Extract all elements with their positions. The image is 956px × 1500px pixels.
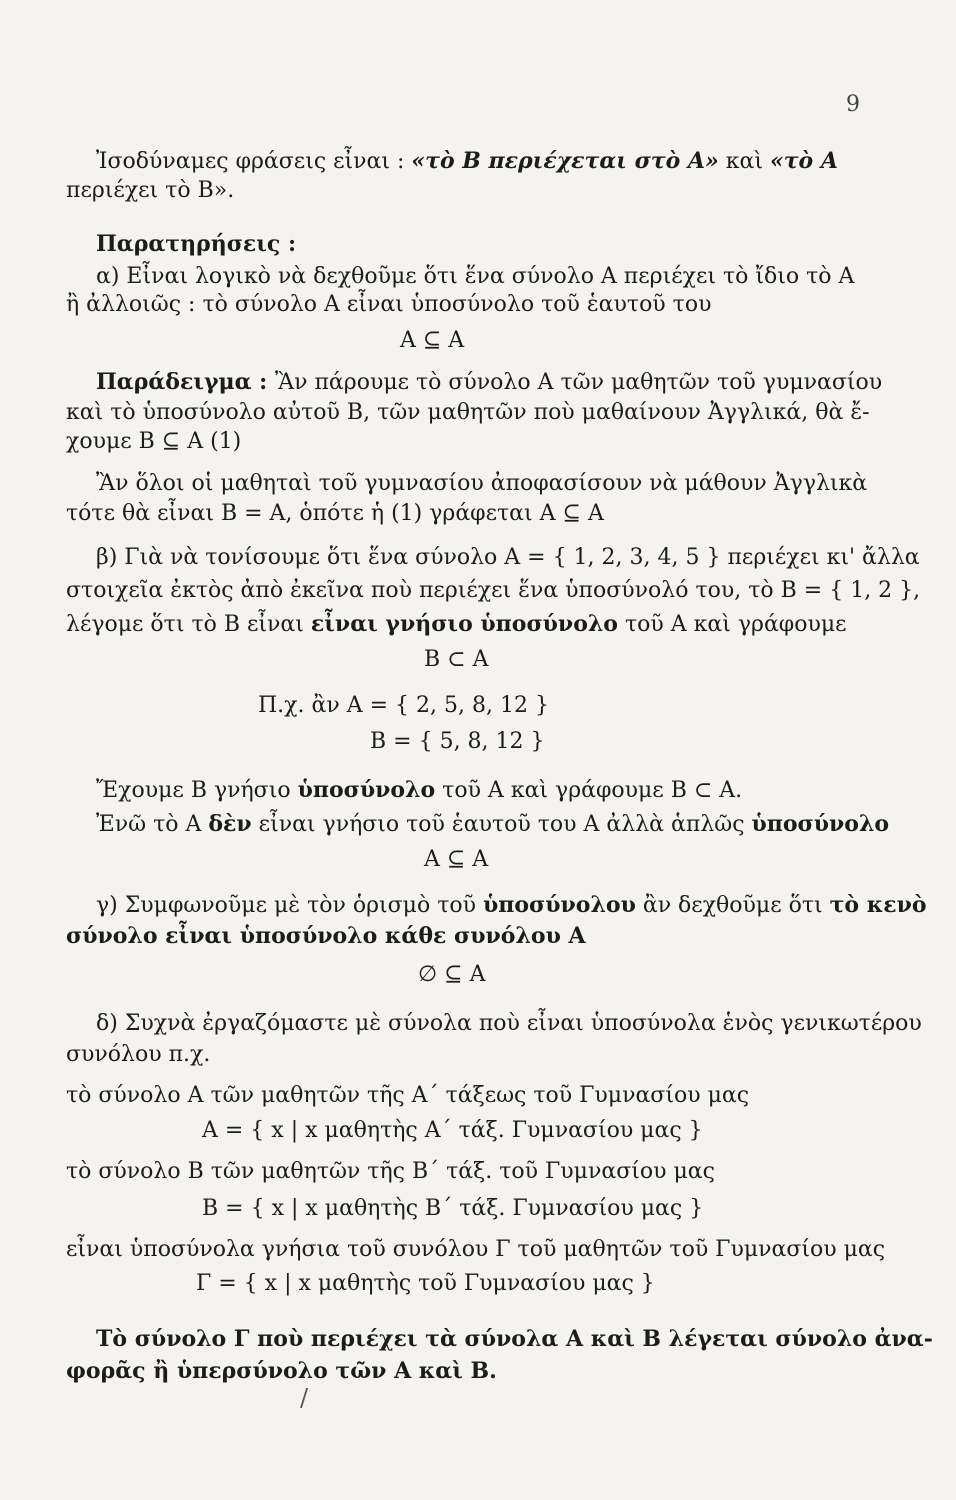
remark-d-line: δ) Συχνὰ ἐργαζόμαστε μὲ σύνολα ποὺ εἶναι ὑποσύνολα ἑνὸς γενικωτέρου — [96, 1011, 922, 1036]
text: Ἰσοδύναμες φράσεις εἶναι : — [96, 149, 412, 174]
bold-phrase: «τὸ A — [769, 148, 838, 174]
bold-phrase: ὑποσύνολο — [297, 777, 436, 803]
text-line — [96, 810, 889, 839]
text: τοῦ A καὶ γράφουμε — [617, 612, 847, 637]
text: γ) Συμφωνοῦμε μὲ τὸν ὁρισμὸ τοῦ — [96, 893, 483, 918]
text-line: καὶ τὸ ὑποσύνολο αὐτοῦ B, τῶν μαθητῶν ποὺ μαθαίνουν Ἀγγλικά, θὰ ἔ- — [66, 400, 870, 425]
text-line — [96, 776, 742, 805]
bold-definition: φορᾶς ἢ ὑπερσύνολο τῶν A καὶ B. — [66, 1358, 497, 1384]
bold-statement: σύνολο εἶναι ὑποσύνολο κάθε συνόλου A — [66, 923, 586, 949]
text-line: ἢ ἀλλοιῶς : τὸ σύνολο A εἶναι ὑποσύνολο τοῦ ἑαυτοῦ του — [66, 292, 712, 317]
bold-phrase: τὸ κενὸ — [829, 892, 927, 918]
text: καὶ — [718, 149, 770, 174]
paragraph-equivalent-phrases — [96, 147, 838, 176]
bold-definition: Τὸ σύνολο Γ ποὺ περιέχει τὰ σύνολα A καὶ B λέγεται σύνολο ἀνα- — [96, 1326, 933, 1352]
text-line: περιέχει τὸ B». — [66, 178, 235, 203]
example-label: Παράδειγμα : — [96, 369, 275, 395]
example-line — [96, 368, 882, 397]
example-set-a: Π.χ. ἂν A = { 2, 5, 8, 12 } — [258, 693, 549, 718]
formula: ∅ ⊆ A — [418, 962, 486, 987]
formula: A ⊆ A — [400, 328, 465, 353]
bold-phrase: δὲν — [208, 811, 252, 837]
text-line: τὸ σύνολο A τῶν μαθητῶν τῆς A΄ τάξεως τοῦ Γυμνασίου μας — [66, 1083, 750, 1108]
text: τοῦ A καὶ γράφουμε B ⊂ A. — [435, 778, 743, 803]
formula: A ⊆ A — [424, 847, 489, 872]
text-line: συνόλου π.χ. — [66, 1042, 211, 1067]
bold-phrase: «τὸ B περιέχεται στὸ A» — [411, 148, 719, 174]
set-definition-c: Γ = { x | x μαθητὴς τοῦ Γυμνασίου μας } — [196, 1271, 655, 1296]
text: ἂν δεχθοῦμε ὅτι — [635, 893, 830, 918]
text-line — [66, 610, 847, 639]
example-set-b: B = { 5, 8, 12 } — [370, 729, 545, 754]
text-line: εἶναι ὑποσύνολα γνήσια τοῦ συνόλου Γ τοῦ μαθητῶν τοῦ Γυμνασίου μας — [66, 1237, 886, 1262]
text-line: Ἂν ὅλοι οἱ μαθηταὶ τοῦ γυμνασίου ἀποφασίσουν νὰ μάθουν Ἀγγλικὰ — [96, 471, 868, 496]
remark-a-line: α) Εἶναι λογικὸ νὰ δεχθοῦμε ὅτι ἕνα σύνολο A περιέχει τὸ ἴδιο τὸ A — [96, 264, 855, 289]
text-line: στοιχεῖα ἐκτὸς ἀπὸ ἐκεῖνα ποὺ περιέχει ἕνα ὑποσύνολό του, τὸ B = { 1, 2 }, — [66, 578, 921, 603]
page-number: 9 — [846, 92, 860, 117]
text: Ἂν πάρουμε τὸ σύνολο A τῶν μαθητῶν τοῦ γυμνασίου — [274, 370, 883, 395]
formula: B ⊂ A — [424, 647, 489, 672]
text: εἶναι γνήσιο τοῦ ἑαυτοῦ του A ἀλλὰ ἁπλῶς — [251, 812, 752, 837]
bold-phrase: εἶναι γνήσιο ὑποσύνολο — [310, 611, 618, 637]
set-definition-b: B = { x | x μαθητὴς B΄ τάξ. Γυμνασίου μας } — [202, 1196, 704, 1221]
text-line: τὸ σύνολο B τῶν μαθητῶν τῆς B΄ τάξ. τοῦ Γυμνασίου μας — [66, 1159, 715, 1184]
set-definition-a: A = { x | x μαθητὴς A΄ τάξ. Γυμνασίου μας } — [202, 1118, 703, 1143]
text-line: τότε θὰ εἶναι B = A, ὁπότε ἡ (1) γράφεται A ⊆ A — [66, 501, 604, 526]
pen-mark: / — [300, 1384, 309, 1412]
text: λέγομε ὅτι τὸ B εἶναι — [66, 612, 311, 637]
text-line: χουμε B ⊆ A (1) — [66, 429, 242, 454]
remark-b-line: β) Γιὰ νὰ τονίσουμε ὅτι ἕνα σύνολο A = { 1, 2, 3, 4, 5 } περιέχει κι' ἄλλα — [96, 545, 920, 570]
bold-phrase: ὑποσύνολο — [751, 811, 890, 837]
heading-remarks: Παρατηρήσεις : — [96, 231, 297, 257]
text: Ἐνῶ τὸ A — [96, 812, 209, 837]
text: Ἔχουμε B γνήσιο — [96, 778, 298, 803]
bold-phrase: ὑποσύνολου — [483, 892, 636, 918]
remark-c-line — [96, 891, 927, 920]
